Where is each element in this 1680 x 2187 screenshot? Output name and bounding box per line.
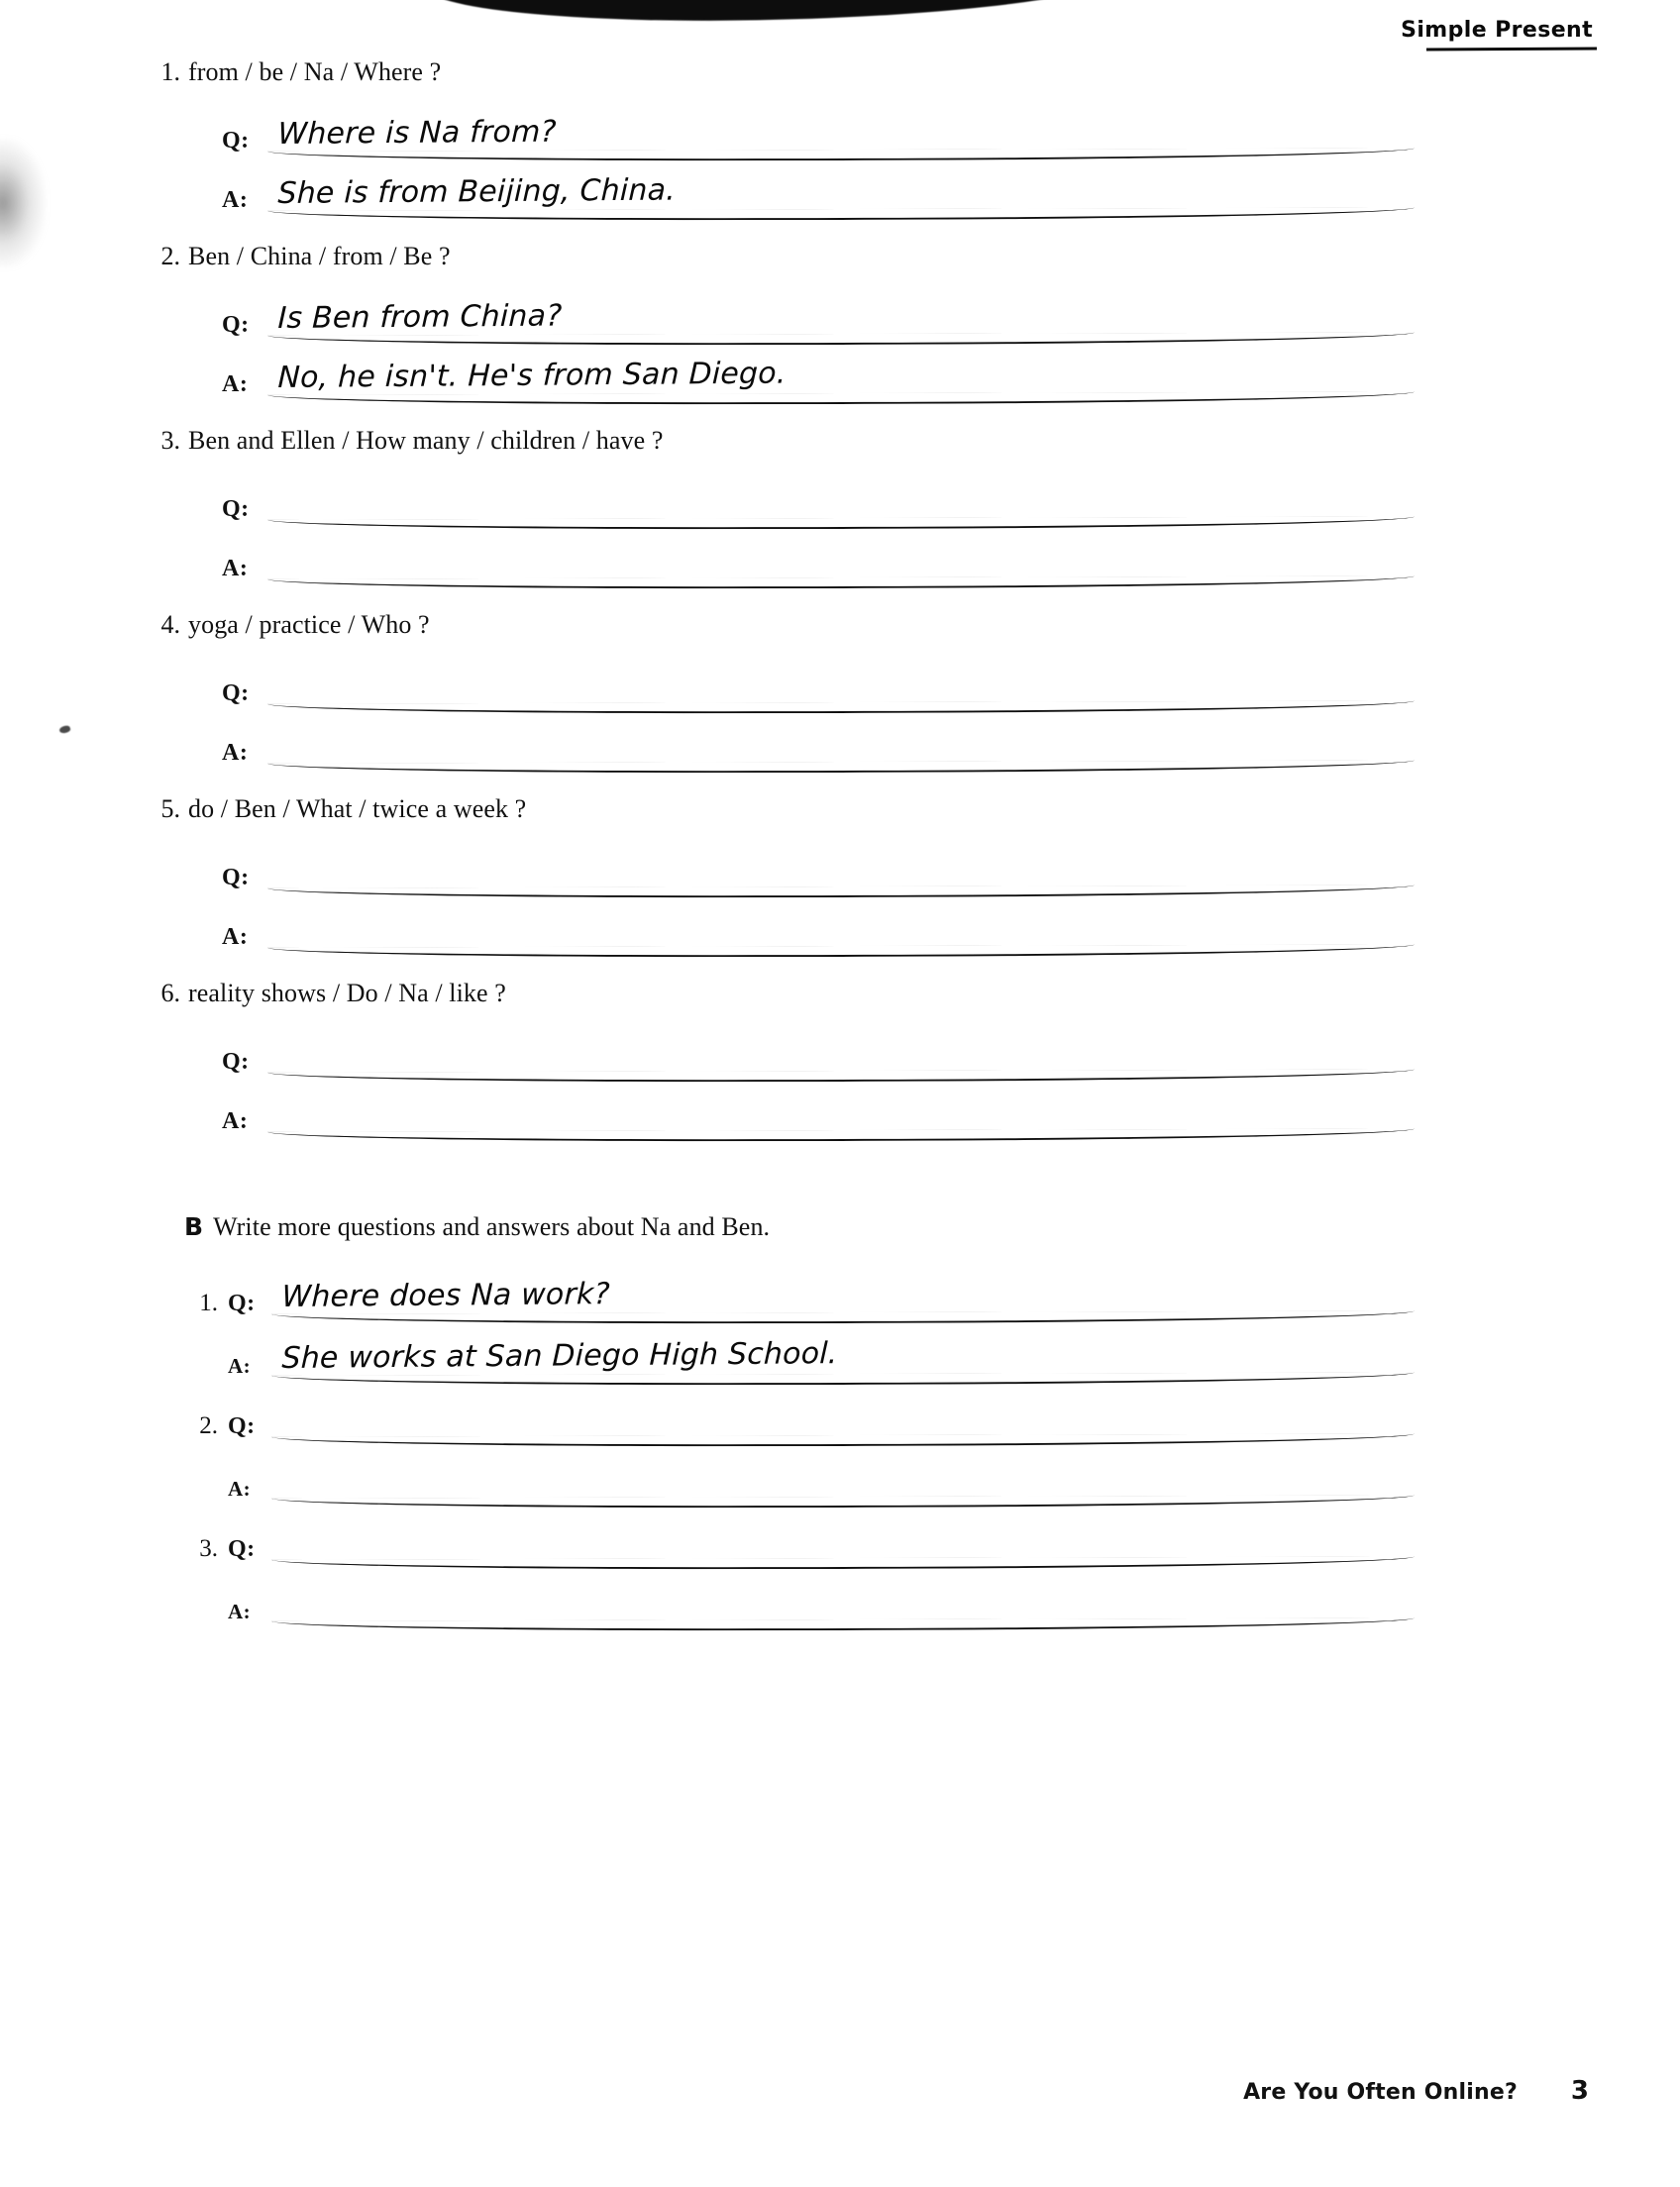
question-row <box>0 1262 1680 1323</box>
rule-line <box>267 148 1415 161</box>
question-row <box>0 1508 1680 1569</box>
question-label: Q: <box>222 496 250 522</box>
exercise-item <box>0 979 1680 1141</box>
answer-label: A: <box>222 556 249 581</box>
rule-line <box>267 391 1415 405</box>
answer-label: A: <box>222 1108 249 1134</box>
page-header-title: Simple Present <box>1401 18 1593 43</box>
question-row <box>0 469 1680 529</box>
question-row <box>0 654 1680 713</box>
footer-unit-title: Are You Often Online? <box>1243 2080 1518 2105</box>
exercise-item <box>0 242 1680 404</box>
item-number: 3. <box>160 426 180 455</box>
exercise-b-section <box>0 1212 1680 1630</box>
item-prompt-text: from / be / Na / Where ? <box>188 57 442 86</box>
exercise-b-heading <box>0 1212 1680 1242</box>
page-footer <box>1243 2076 1589 2106</box>
answer-label: A: <box>228 1354 252 1378</box>
answer-label: A: <box>228 1600 252 1623</box>
item-prompt-text: yoga / practice / Who ? <box>188 610 430 639</box>
exercise-item <box>0 610 1680 773</box>
worksheet-body <box>0 57 1680 1630</box>
exercise-prompt <box>0 610 1680 640</box>
rule-line <box>271 1617 1415 1631</box>
answer-answer-line[interactable] <box>271 1579 1415 1630</box>
question-answer-line[interactable] <box>271 1395 1415 1446</box>
answer-row <box>0 897 1680 957</box>
question-label: Q: <box>228 1536 256 1562</box>
rule-line <box>267 516 1415 530</box>
footer-page-number: 3 <box>1570 2076 1589 2106</box>
rule-line <box>271 1310 1415 1324</box>
answer-answer-line[interactable] <box>267 168 1415 220</box>
rule-line <box>271 1433 1415 1447</box>
rule-line <box>271 1495 1415 1509</box>
question-answer-line[interactable] <box>267 109 1415 160</box>
question-label: Q: <box>228 1291 256 1316</box>
question-label: Q: <box>222 1049 250 1075</box>
question-label: Q: <box>222 680 250 706</box>
item-number: 1. <box>160 57 180 86</box>
question-label: Q: <box>222 865 250 890</box>
answer-answer-line[interactable] <box>267 537 1415 588</box>
answer-answer-line[interactable] <box>267 353 1415 404</box>
question-row <box>0 838 1680 897</box>
answer-answer-line[interactable] <box>271 1456 1415 1508</box>
item-prompt-text: reality shows / Do / Na / like ? <box>188 979 506 1007</box>
answer-row <box>0 1569 1680 1630</box>
exercise-prompt <box>0 242 1680 271</box>
answer-label: A: <box>222 371 249 397</box>
item-number: 5. <box>160 794 180 823</box>
question-answer-line[interactable] <box>267 293 1415 345</box>
rule-line <box>267 700 1415 714</box>
question-label: Q: <box>222 128 250 154</box>
rule-line <box>267 207 1415 221</box>
question-row <box>0 101 1680 160</box>
answer-answer-line[interactable] <box>267 721 1415 773</box>
rule-line <box>267 1069 1415 1083</box>
exercise-prompt <box>0 426 1680 456</box>
handwritten-answer: Where is Na from? <box>277 114 558 152</box>
answer-row <box>0 160 1680 220</box>
answer-answer-line[interactable] <box>267 905 1415 957</box>
rule-line <box>267 332 1415 346</box>
question-answer-line[interactable] <box>267 477 1415 529</box>
item-number: 2. <box>199 1412 218 1439</box>
page-header <box>1397 18 1597 51</box>
handwritten-answer: She is from Beijing, China. <box>277 172 677 211</box>
handwritten-answer: She works at San Diego High School. <box>281 1336 838 1376</box>
question-row <box>0 1022 1680 1082</box>
answer-label: A: <box>222 924 249 950</box>
page-header-rule <box>1426 47 1597 51</box>
item-prompt-text: Ben / China / from / Be ? <box>188 242 451 270</box>
rule-line <box>267 944 1415 958</box>
rule-line <box>267 885 1415 898</box>
section-letter: B <box>184 1212 204 1241</box>
rule-line <box>271 1372 1415 1386</box>
rule-line <box>267 575 1415 589</box>
question-answer-line[interactable] <box>267 662 1415 713</box>
question-answer-line[interactable] <box>267 1030 1415 1082</box>
exercise-prompt <box>0 57 1680 87</box>
exercise-item <box>0 794 1680 957</box>
question-answer-line[interactable] <box>271 1517 1415 1569</box>
handwritten-answer: Is Ben from China? <box>277 298 563 336</box>
question-row <box>0 1385 1680 1446</box>
answer-label: A: <box>228 1477 252 1501</box>
item-number: 4. <box>160 610 180 639</box>
item-number: 1. <box>199 1290 218 1316</box>
rule-line <box>267 760 1415 774</box>
question-label: Q: <box>222 312 250 338</box>
scan-smudge-top <box>426 0 1120 27</box>
exercise-prompt <box>0 794 1680 824</box>
item-prompt-text: do / Ben / What / twice a week ? <box>188 794 527 823</box>
item-prompt-text: Ben and Ellen / How many / children / have ? <box>188 426 664 455</box>
item-number: 6. <box>160 979 180 1007</box>
question-answer-line[interactable] <box>267 846 1415 897</box>
answer-label: A: <box>222 740 249 766</box>
item-number: 3. <box>199 1535 218 1562</box>
rule-line <box>267 1128 1415 1142</box>
question-row <box>0 285 1680 345</box>
answer-row <box>0 713 1680 773</box>
handwritten-answer: No, he isn't. He's from San Diego. <box>277 356 788 395</box>
rule-line <box>271 1556 1415 1570</box>
exercise-item <box>0 426 1680 588</box>
exercise-item <box>0 57 1680 220</box>
question-label: Q: <box>228 1413 256 1439</box>
answer-row <box>0 345 1680 404</box>
answer-answer-line[interactable] <box>271 1333 1415 1385</box>
item-number: 2. <box>160 242 180 270</box>
exercise-prompt <box>0 979 1680 1008</box>
answer-row <box>0 1446 1680 1508</box>
answer-answer-line[interactable] <box>267 1090 1415 1141</box>
question-answer-line[interactable] <box>271 1272 1415 1323</box>
section-instruction: Write more questions and answers about Na and Ben. <box>213 1212 771 1241</box>
answer-row <box>0 529 1680 588</box>
answer-row <box>0 1323 1680 1385</box>
handwritten-answer: Where does Na work? <box>281 1277 611 1314</box>
answer-label: A: <box>222 187 249 213</box>
answer-row <box>0 1082 1680 1141</box>
